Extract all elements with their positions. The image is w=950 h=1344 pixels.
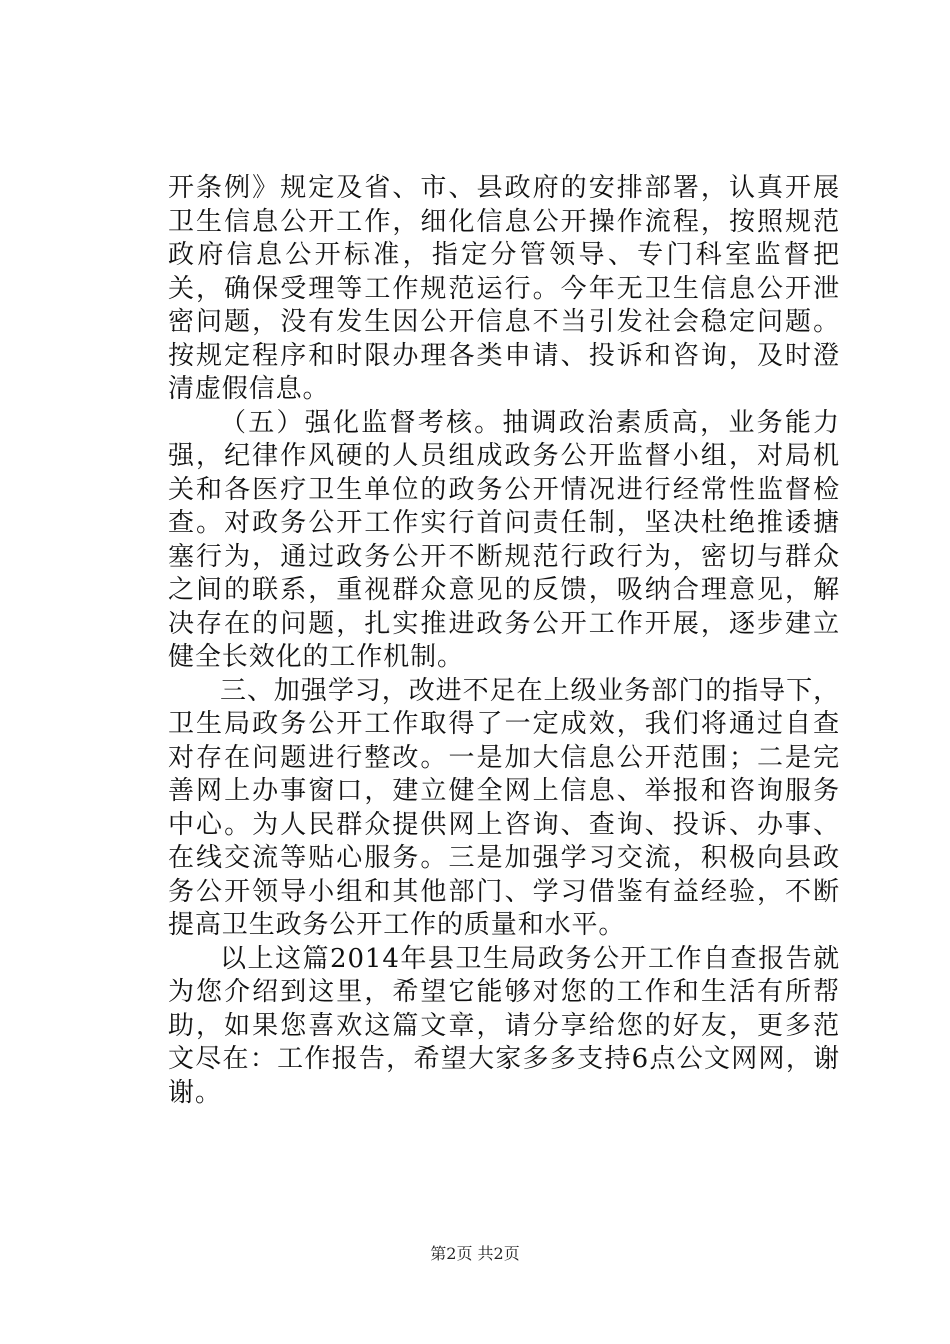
document-body xyxy=(168,172,840,1110)
paragraph-closing: 以上这篇2014年县卫生局政务公开工作自查报告就为您介绍到这里，希望它能够对您的工作和生活有所帮助，如果您喜欢这篇文章，请分享给您的好友，更多范文尽在：工作报告，希望大家多多支持6点公文网网，谢谢。 xyxy=(168,943,840,1108)
paragraph-information-disclosure: 开条例》规定及省、市、县政府的安排部署，认真开展卫生信息公开工作，细化信息公开操作流程，按照规范政府信息公开标准，指定分管领导、专门科室监督把关，确保受理等工作规范运行。今年无卫生信息公开泄密问题，没有发生因公开信息不当引发社会稳定问题。按规定程序和时限办理各类申请、投诉和咨询，及时澄清虚假信息。 xyxy=(168,173,840,404)
page-number-footer: 第2页 共2页 xyxy=(430,1244,520,1263)
paragraph-improvement: 三、加强学习，改进不足在上级业务部门的指导下，卫生局政务公开工作取得了一定成效，我们将通过自查对存在问题进行整改。一是加大信息公开范围；二是完善网上办事窗口，建立健全网上信息、举报和咨询服务中心。为人民群众提供网上咨询、查询、投诉、办事、在线交流等贴心服务。三是加强学习交流，积极向县政务公开领导小组和其他部门、学习借鉴有益经验，不断提高卫生政务公开工作的质量和水平。 xyxy=(168,675,840,940)
paragraph-supervision: （五）强化监督考核。抽调政治素质高，业务能力强，纪律作风硬的人员组成政务公开监督小组，对局机关和各医疗卫生单位的政务公开情况进行经常性监督检查。对政务公开工作实行首问责任制，坚决杜绝推诿搪塞行为，通过政务公开不断规范行政行为，密切与群众之间的联系，重视群众意见的反馈，吸纳合理意见，解决存在的问题，扎实推进政务公开工作开展，逐步建立健全长效化的工作机制。 xyxy=(168,407,840,672)
